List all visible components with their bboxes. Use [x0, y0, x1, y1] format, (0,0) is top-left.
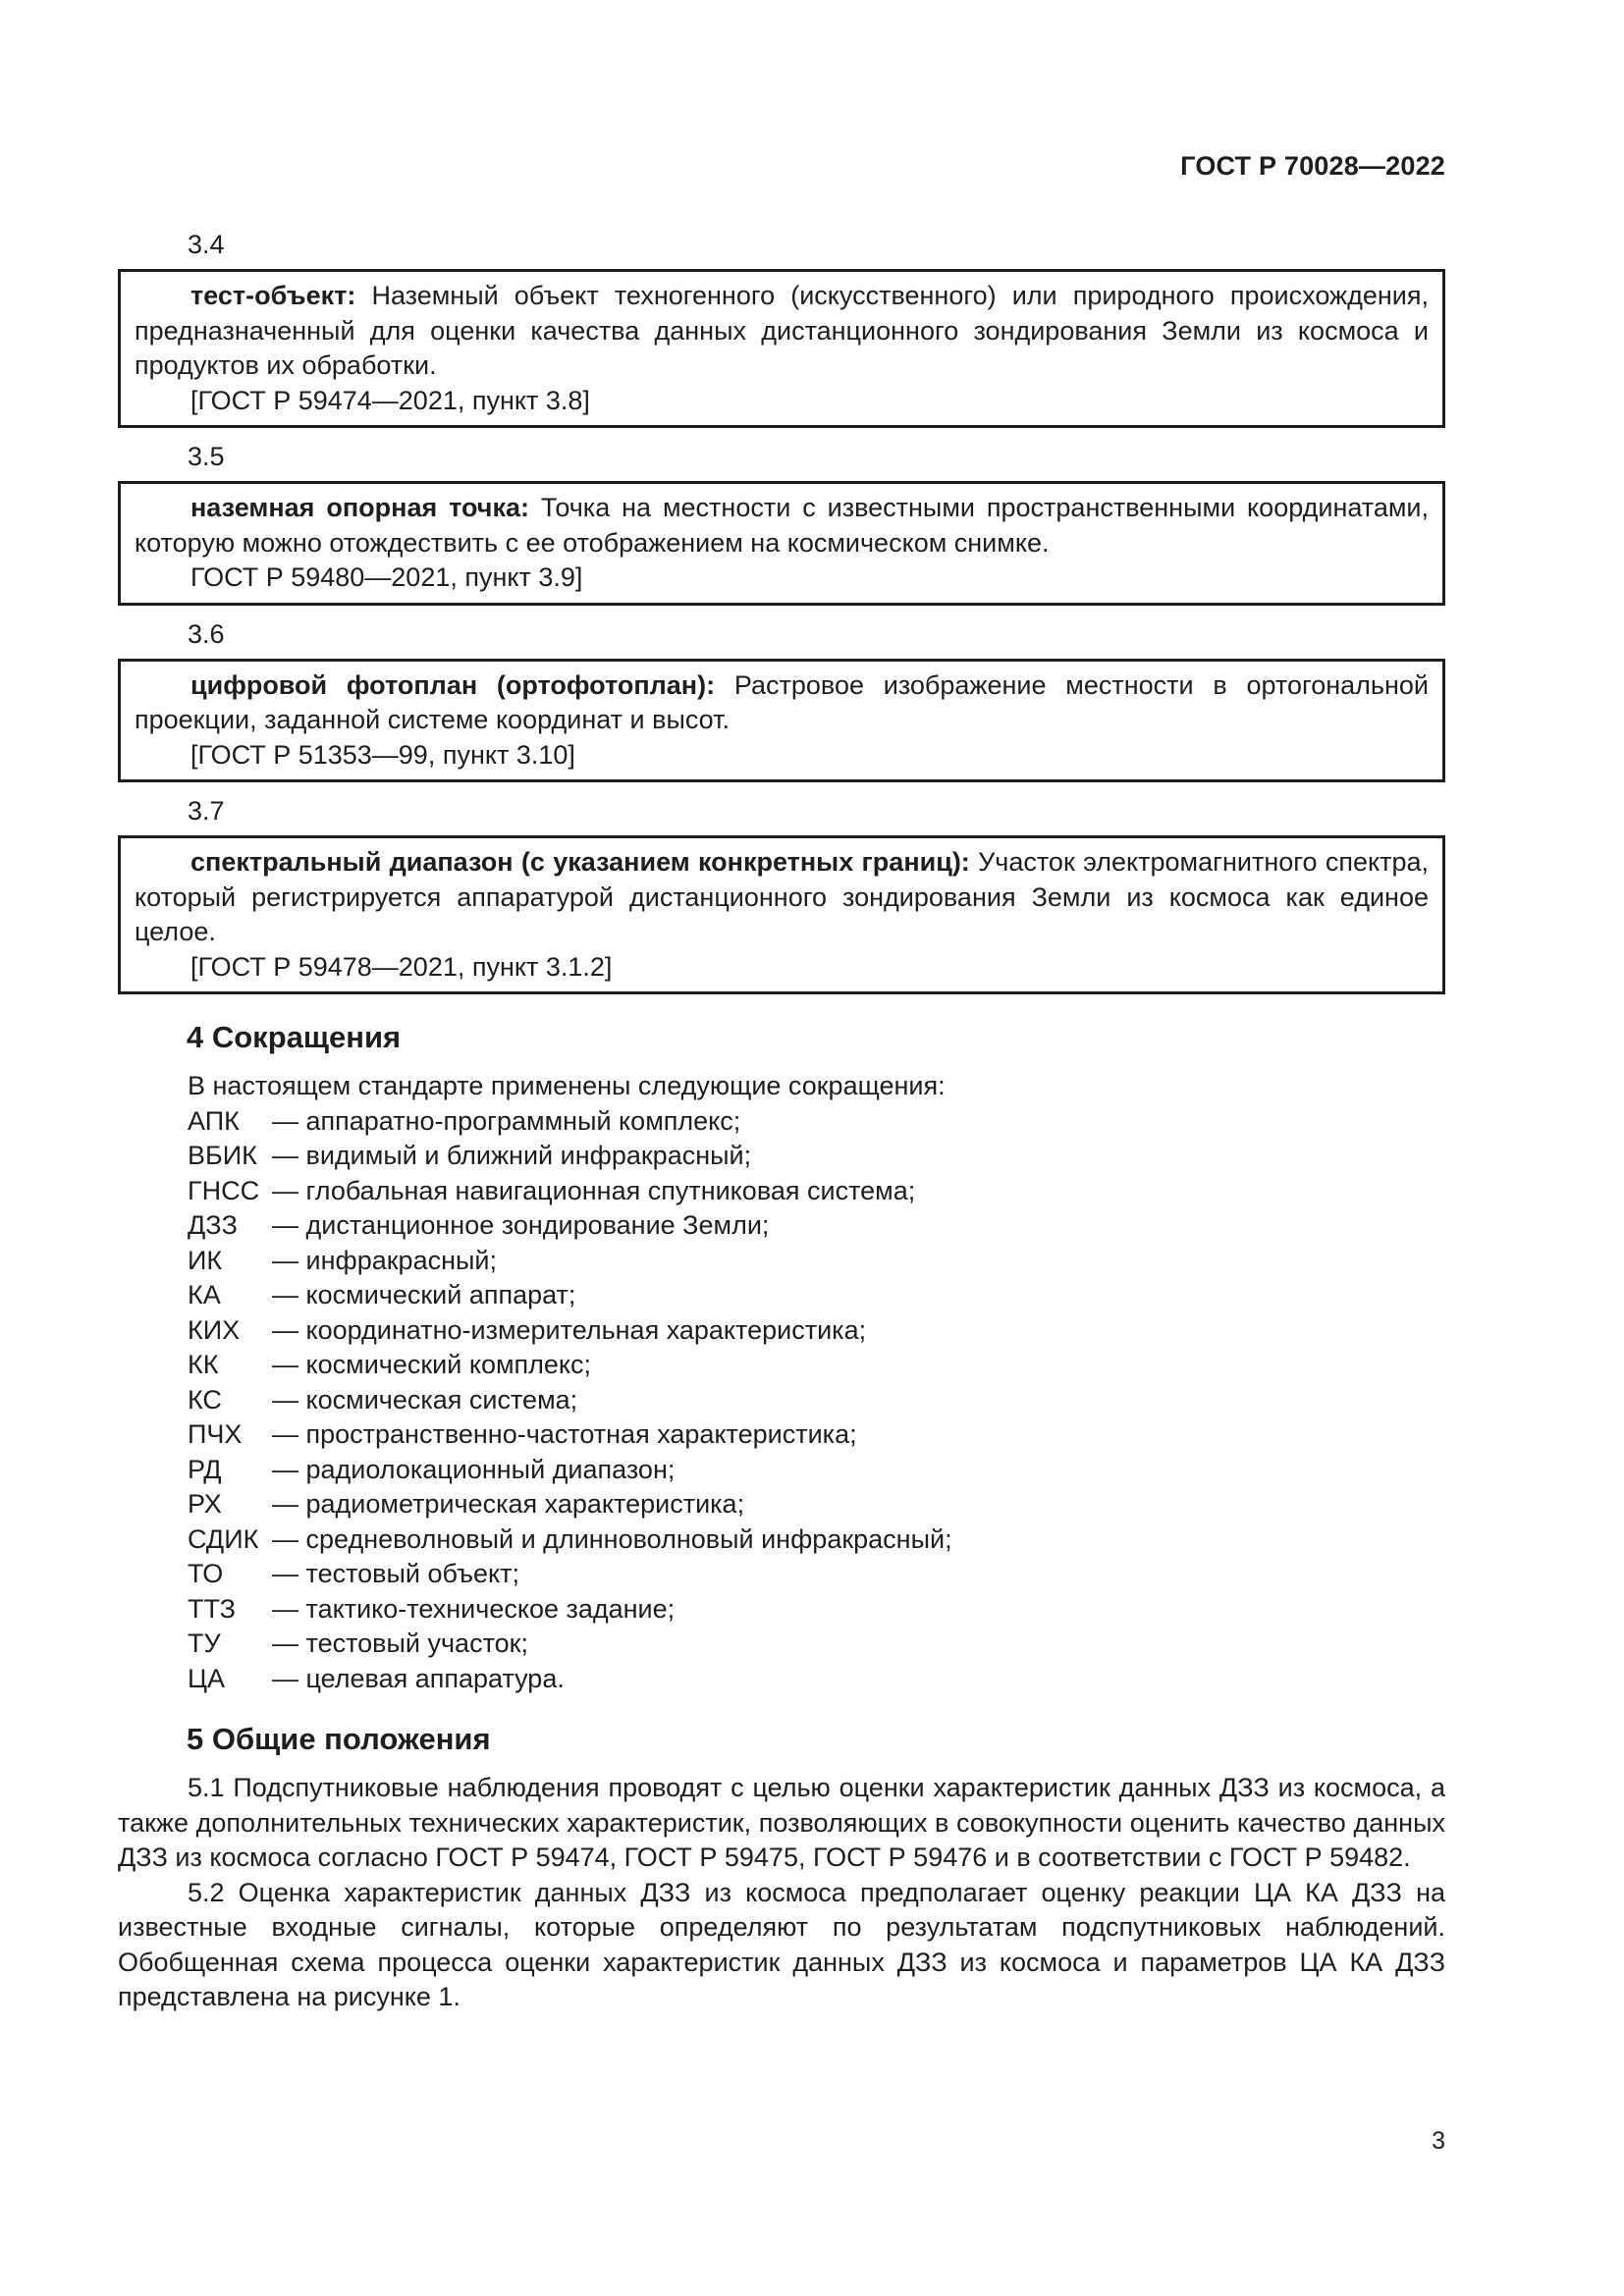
abbreviation-value: — тактико-техническое задание;: [272, 1593, 676, 1624]
abbreviation-key: РХ: [188, 1489, 222, 1519]
abbreviation-value: — глобальная навигационная спутниковая система;: [272, 1175, 916, 1205]
abbreviation-value: — тестовый объект;: [272, 1559, 519, 1588]
abbreviation-key: КИХ: [188, 1314, 241, 1345]
abbreviation-key: СДИК: [188, 1523, 259, 1554]
abbreviation-row: [118, 1174, 1445, 1209]
abbreviation-value: — космический аппарат;: [272, 1280, 576, 1309]
abbreviation-row: [118, 1627, 1445, 1662]
term-definition: [135, 668, 1429, 738]
abbreviation-row: [118, 1278, 1445, 1313]
abbreviation-key: ЦА: [188, 1663, 225, 1693]
term-box: [118, 481, 1445, 606]
abbreviation-value: — тестовый участок;: [272, 1629, 528, 1658]
term-source: [ГОСТ Р 51353—99, пункт 3.10]: [190, 739, 575, 770]
term-text: Точка на местности с известными пространственными координатами, которую можно отождествить с ее отображением на космическом снимке.: [135, 493, 1430, 558]
abbreviation-key: ТО: [188, 1559, 224, 1588]
term-text: Растровое изображение местности в ортогональной проекции, заданной системе координат и высот.: [135, 669, 1430, 734]
abbreviation-value: — инфракрасный;: [272, 1245, 497, 1275]
term-definition: [135, 279, 1429, 384]
term-number: 3.7: [188, 796, 225, 826]
abbreviation-key: АПК: [188, 1105, 240, 1136]
paragraph: 5.2 Оценка характеристик данных ДЗЗ из космоса предполагает оценку реакции ЦА КА ДЗЗ на известные входные сигналы, которые определяют по результатам подспутниковых наблюдений. Обобщенная схема процесса оценки характеристик данных ДЗЗ из космоса и параметров ЦА КА ДЗЗ представлена на рисунке 1.: [118, 1877, 1445, 2011]
abbreviation-row: [118, 1592, 1445, 1628]
term-source: ГОСТ Р 59480—2021, пункт 3.9]: [190, 562, 583, 592]
term-box: [118, 269, 1445, 428]
term-text: Участок электромагнитного спектра, который регистрируется аппаратурой дистанционного зондирования Земли из космоса как единое целое.: [135, 847, 1429, 946]
abbreviation-value: — космическая система;: [272, 1384, 578, 1415]
abbreviation-row: [118, 1662, 1445, 1697]
abbreviation-key: КА: [188, 1280, 221, 1309]
abbreviation-key: КС: [188, 1384, 222, 1415]
abbreviation-value: — радиолокационный диапазон;: [272, 1454, 676, 1484]
page-content: [118, 226, 1445, 2015]
term-definition: [135, 845, 1429, 950]
term-name: тест-объект:: [190, 281, 356, 310]
abbreviation-row: [118, 1383, 1445, 1418]
abbreviation-value: — дистанционное зондирование Земли;: [272, 1210, 770, 1240]
term-name: спектральный диапазон (с указанием конкретных границ):: [190, 847, 970, 877]
abbreviation-key: ГНСС: [188, 1175, 260, 1205]
document-code: ГОСТ Р 70028—2022: [1180, 151, 1445, 181]
paragraph: 5.1 Подспутниковые наблюдения проводят с целью оценки характеристик данных ДЗЗ из космоса, а также дополнительных технических характеристик, позволяющих в совокупности оценить качество данных ДЗЗ из космоса согласно ГОСТ Р 59474, ГОСТ Р 59475, ГОСТ Р 59476 и в соответствии с ГОСТ Р 59482.: [118, 1773, 1445, 1872]
term-name: наземная опорная точка:: [190, 493, 530, 522]
abbreviation-row: [118, 1139, 1445, 1174]
abbreviation-value: — радиометрическая характеристика;: [272, 1489, 745, 1519]
abbreviation-value: — космический комплекс;: [272, 1350, 592, 1379]
abbreviation-value: — средневолновый и длинноволновый инфракрасный;: [272, 1523, 952, 1554]
term-number: 3.5: [188, 442, 225, 471]
term-definition: [135, 491, 1429, 561]
abbreviation-key: ВБИК: [188, 1141, 257, 1170]
section-heading: 5 Общие положения: [187, 1722, 491, 1756]
term-text: Наземный объект техногенного (искусственного) или природного происхождения, предназначенный для оценки качества данных дистанционного зондирования Земли из космоса и продуктов их обработки.: [135, 281, 1429, 380]
abbreviation-row: [118, 1208, 1445, 1244]
abbreviation-row: [118, 1417, 1445, 1453]
abbreviation-value: — аппаратно-программный комплекс;: [272, 1105, 741, 1136]
term-box: [118, 835, 1445, 994]
abbreviation-key: ТУ: [188, 1629, 221, 1658]
term-source: [ГОСТ Р 59478—2021, пункт 3.1.2]: [190, 951, 613, 982]
term-box: [118, 659, 1445, 783]
abbreviation-row: [118, 1348, 1445, 1383]
abbreviation-value: — целевая аппаратура.: [272, 1663, 565, 1693]
abbreviation-row: [118, 1244, 1445, 1279]
term-source: [ГОСТ Р 59474—2021, пункт 3.8]: [190, 385, 590, 415]
abbreviation-key: ПЧХ: [188, 1419, 243, 1449]
abbreviation-value: — координатно-измерительная характеристика;: [272, 1314, 867, 1345]
abbreviation-value: — пространственно-частотная характеристика;: [272, 1419, 857, 1449]
abbreviation-key: ИК: [188, 1245, 223, 1275]
abbreviation-row: [118, 1522, 1445, 1558]
section-heading: 4 Сокращения: [187, 1020, 402, 1054]
abbreviation-row: [118, 1557, 1445, 1592]
term-number: 3.6: [188, 618, 225, 649]
abbreviation-key: ДЗЗ: [188, 1210, 238, 1240]
abbreviation-row: [118, 1104, 1445, 1140]
abbreviation-key: КК: [188, 1350, 219, 1379]
abbreviation-value: — видимый и ближний инфракрасный;: [272, 1141, 752, 1170]
page-number: 3: [1432, 2127, 1445, 2155]
abbreviations-list: [118, 1104, 1445, 1697]
abbreviation-key: РД: [188, 1454, 222, 1484]
abbreviation-row: [118, 1487, 1445, 1522]
abbreviation-row: [118, 1453, 1445, 1488]
abbreviation-key: ТТЗ: [188, 1593, 236, 1624]
abbreviations-intro: В настоящем стандарте применены следующие сокращения:: [188, 1071, 946, 1100]
term-number: 3.4: [188, 230, 225, 259]
term-name: цифровой фотоплан (ортофотоплан):: [190, 669, 716, 700]
abbreviation-row: [118, 1313, 1445, 1349]
